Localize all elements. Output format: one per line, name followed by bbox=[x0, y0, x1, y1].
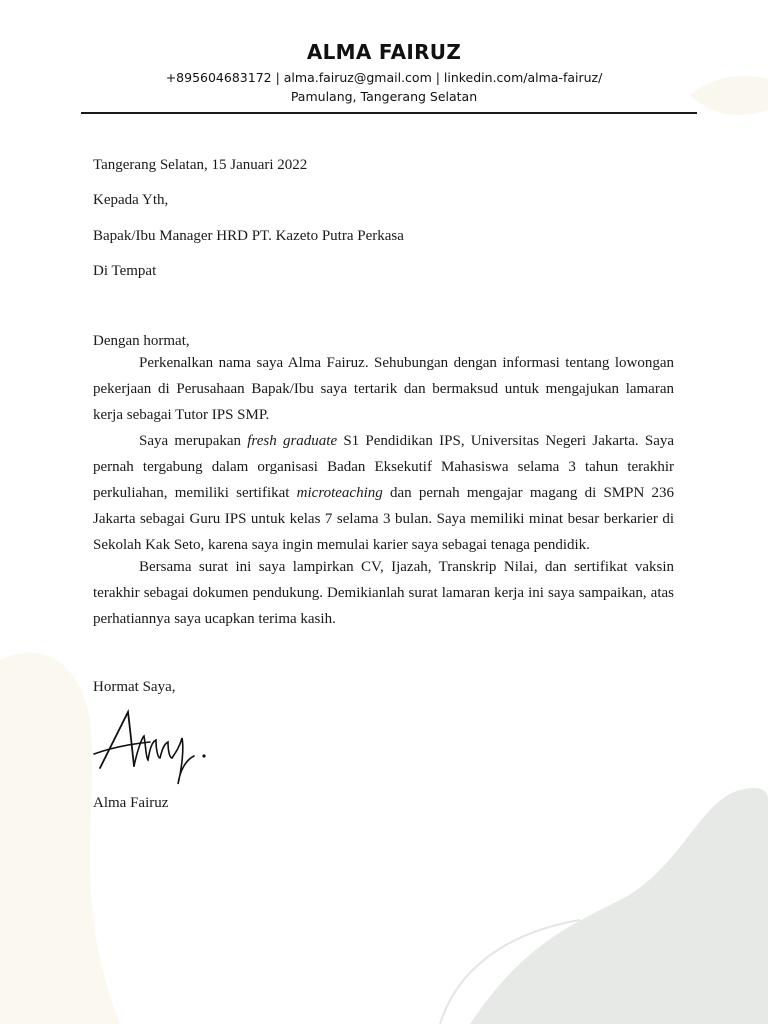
p2-microteaching: microteaching bbox=[296, 485, 383, 501]
paragraph-1 bbox=[93, 350, 674, 428]
signer-name: Alma Fairuz bbox=[93, 795, 169, 811]
header-address: Pamulang, Tangerang Selatan bbox=[290, 89, 478, 104]
paragraph-2 bbox=[93, 428, 674, 558]
header-divider bbox=[81, 112, 697, 114]
p2-fresh-graduate: fresh graduate bbox=[247, 433, 338, 449]
p2-part-c: S1 Pendidikan IPS, Universitas Negeri Jakarta. Saya pernah tergabung dalam organisasi Badan Eksekutif Mahasiswa selama 3 tahun terakhir perkuliahan, memiliki sertifikat bbox=[93, 433, 675, 501]
header-name: ALMA FAIRUZ bbox=[306, 40, 462, 64]
recipient-line-1: Kepada Yth, bbox=[93, 192, 169, 208]
p2-part-e: dan pernah mengajar magang di SMPN 236 Jakarta sebagai Guru IPS untuk kelas 7 selama 3 bulan. Saya memiliki minat besar berkarier di Sekolah Kak Seto, karena saya ingin memulai karier saya sebagai tenaga pendidik. bbox=[93, 485, 675, 553]
signature-image bbox=[90, 708, 220, 788]
header-contact: +895604683172 | alma.fairuz@gmail.com | linkedin.com/alma-fairuz/ bbox=[165, 70, 603, 85]
salutation: Dengan hormat, bbox=[93, 333, 190, 349]
p2-part-a: Saya merupakan bbox=[139, 433, 248, 449]
paragraph-2-text bbox=[93, 428, 674, 558]
place-date: Tangerang Selatan, 15 Januari 2022 bbox=[93, 157, 308, 173]
paragraph-3-text: Bersama surat ini saya lampirkan CV, Ijazah, Transkrip Nilai, dan sertifikat vaksin terakhir sebagai dokumen pendukung. Demikianlah surat lamaran kerja ini saya sampaikan, atas perhatiannya saya ucapkan terima kasih. bbox=[93, 559, 674, 627]
closing: Hormat Saya, bbox=[93, 679, 176, 695]
recipient-line-3: Di Tempat bbox=[93, 263, 157, 279]
recipient-line-2: Bapak/Ibu Manager HRD PT. Kazeto Putra Perkasa bbox=[93, 228, 404, 244]
paragraph-3 bbox=[93, 554, 674, 632]
paragraph-1-text: Perkenalkan nama saya Alma Fairuz. Sehubungan dengan informasi tentang lowongan pekerjaan di Perusahaan Bapak/Ibu saya tertarik dan bermaksud untuk mengajukan lamaran kerja sebagai Tutor IPS SMP. bbox=[93, 355, 674, 423]
